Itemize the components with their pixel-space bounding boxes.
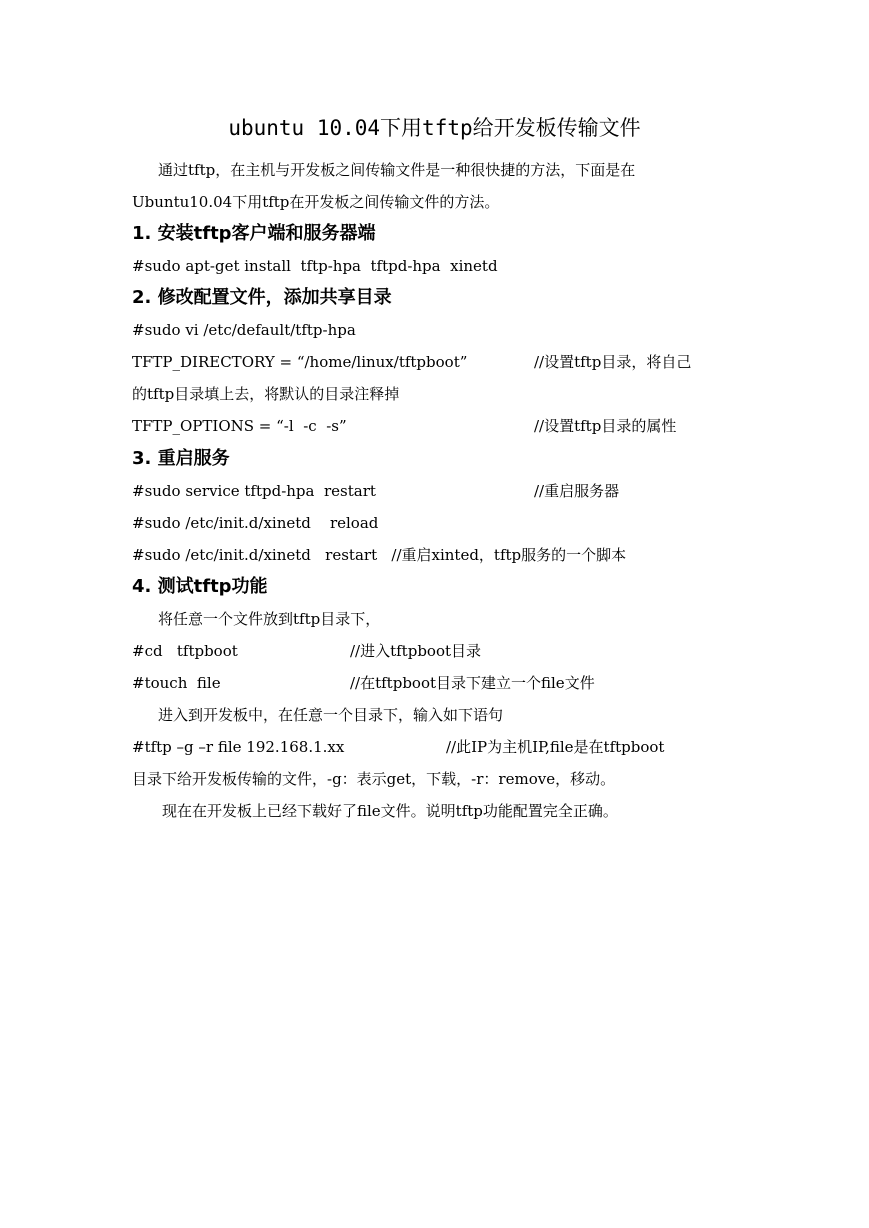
section-4-command-3: #tftp –g –r file 192.168.1.xx: [132, 738, 345, 756]
section-4-heading: 4. 测试tftp功能: [132, 576, 268, 597]
section-4-comment-2: //在tftpboot目录下建立一个file文件: [350, 674, 595, 692]
section-2-comment-2-continued: 的tftp目录填上去，将默认的目录注释掉: [132, 385, 400, 403]
section-4-command-1: #cd tftpboot: [132, 642, 238, 660]
section-3-comment-1: //重启服务器: [534, 482, 620, 500]
section-4-comment-3-continued: 目录下给开发板传输的文件，-g：表示get，下载，-r：remove，移动。: [132, 770, 616, 788]
section-4-step-2: 进入到开发板中，在任意一个目录下，输入如下语句: [158, 706, 504, 724]
section-4-comment-3: //此IP为主机IP,file是在tftpboot: [446, 738, 665, 756]
section-1-command: #sudo apt-get install tftp-hpa tftpd-hpa xinetd: [132, 257, 498, 275]
intro-line-2: Ubuntu10.04下用tftp在开发板之间传输文件的方法。: [132, 193, 500, 211]
section-4-command-2: #touch file: [132, 674, 221, 692]
section-4-conclusion: 现在在开发板上已经下载好了file文件。说明tftp功能配置完全正确。: [162, 802, 618, 820]
section-2-command-3: TFTP_OPTIONS = “-l -c -s”: [132, 417, 347, 435]
section-3-heading: 3. 重启服务: [132, 448, 230, 469]
section-2-comment-2: //设置tftp目录，将自己: [534, 353, 692, 371]
section-1-heading: 1. 安装tftp客户端和服务器端: [132, 223, 376, 244]
section-4-step-1: 将任意一个文件放到tftp目录下，: [158, 610, 381, 628]
section-2-command-1: #sudo vi /etc/default/tftp-hpa: [132, 321, 356, 339]
section-2-comment-3: //设置tftp目录的属性: [534, 417, 677, 435]
document-title: ubuntu 10.04下用tftp给开发板传输文件: [228, 116, 641, 140]
section-4-comment-1: //进入tftpboot目录: [350, 642, 482, 660]
section-2-heading: 2. 修改配置文件，添加共享目录: [132, 287, 392, 308]
section-3-command-1: #sudo service tftpd-hpa restart: [132, 482, 376, 500]
intro-line-1: 通过tftp，在主机与开发板之间传输文件是一种很快捷的方法，下面是在: [158, 161, 636, 179]
section-2-command-2: TFTP_DIRECTORY = “/home/linux/tftpboot”: [132, 353, 468, 371]
section-3-command-2: #sudo /etc/init.d/xinetd reload: [132, 514, 379, 532]
section-3-command-3: #sudo /etc/init.d/xinetd restart //重启xinted，tftp服务的一个脚本: [132, 546, 627, 564]
